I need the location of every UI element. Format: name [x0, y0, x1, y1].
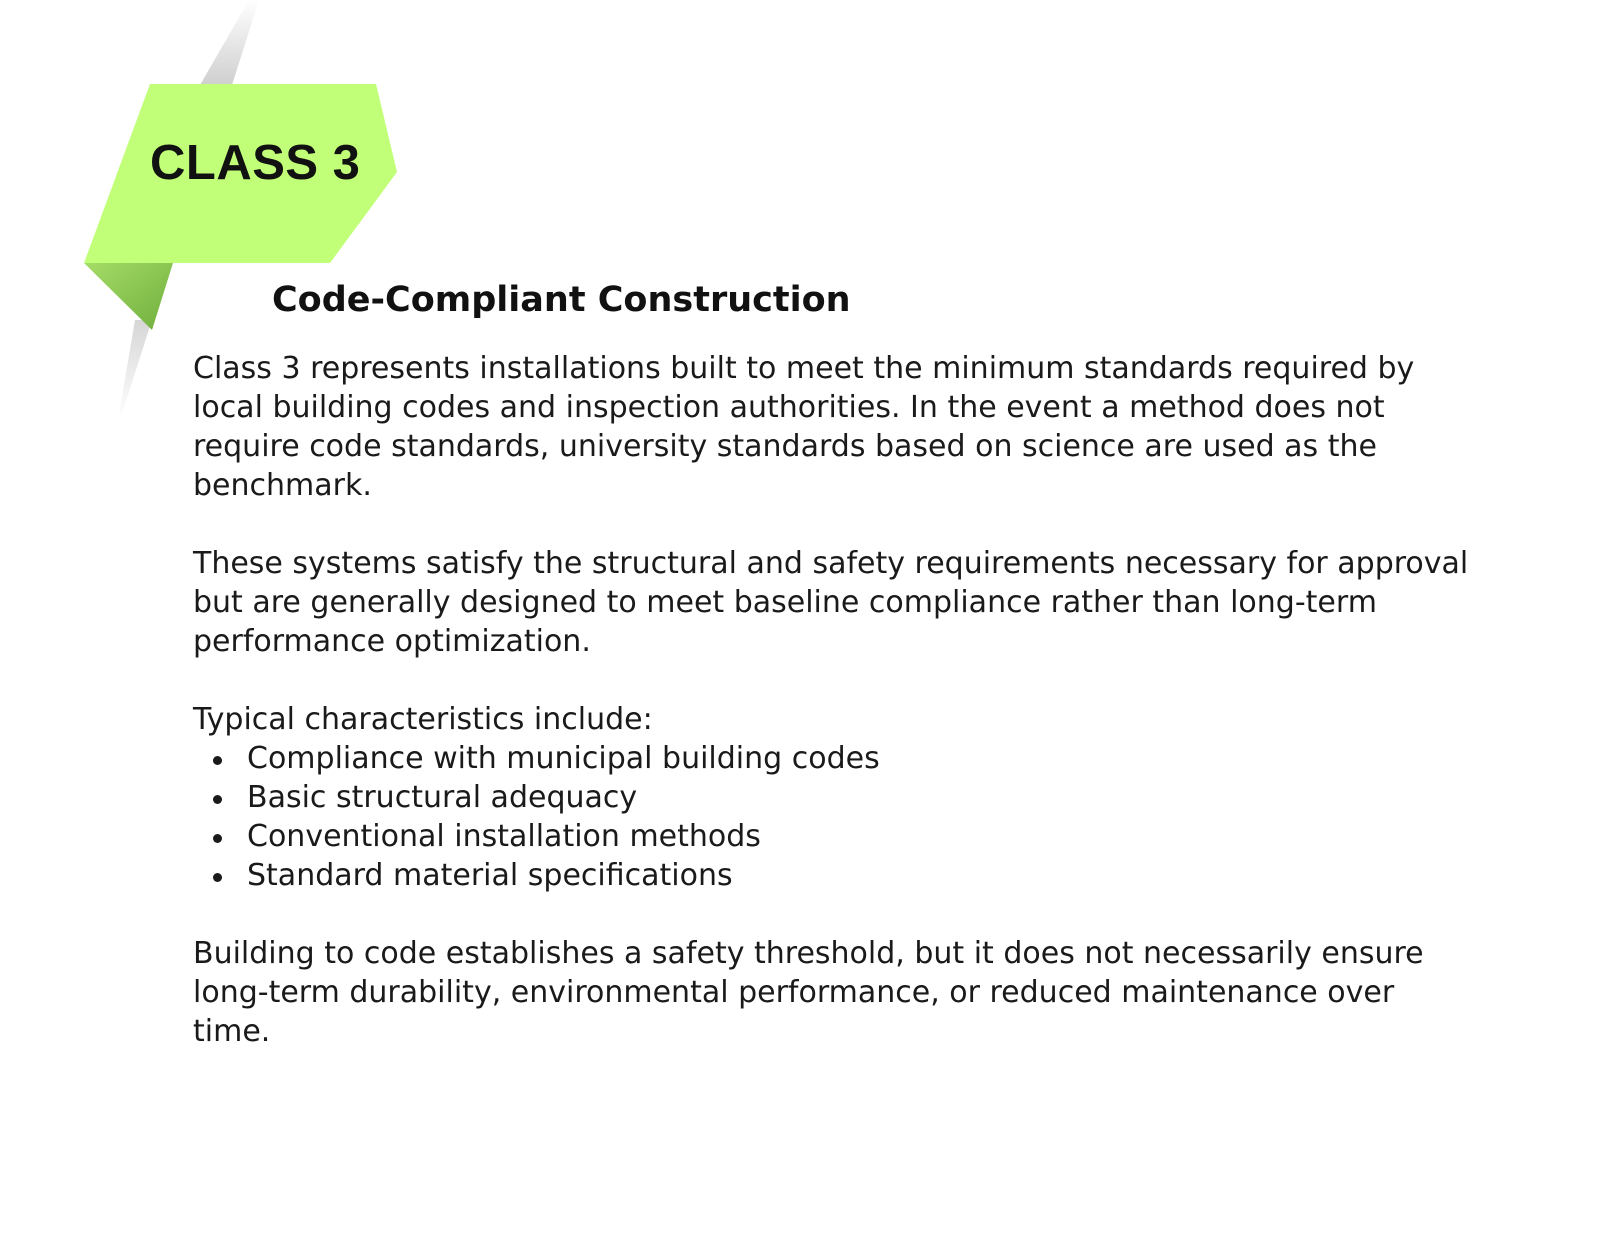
- list-item: Conventional installation methods: [247, 817, 1473, 856]
- spacer: [193, 505, 1473, 544]
- spacer: [193, 661, 1473, 700]
- ribbon-shadow-bottom: [118, 320, 152, 420]
- list-item: Standard material specifications: [247, 856, 1473, 895]
- list-item: Basic structural adequacy: [247, 778, 1473, 817]
- ribbon-fold: [84, 263, 173, 330]
- list-intro: Typical characteristics include:: [193, 702, 653, 737]
- class-badge-label: CLASS 3: [150, 136, 361, 190]
- ribbon-shadow-top: [200, 0, 259, 85]
- conclusion-paragraph: Building to code establishes a safety threshold, but it does not necessarily ensure long-term durability, environmental performance, or reduced maintenance over time.: [193, 936, 1424, 1049]
- list-item: Compliance with municipal building codes: [247, 739, 1473, 778]
- spacer: [193, 895, 1473, 934]
- systems-paragraph: These systems satisfy the structural and safety requirements necessary for approval but are generally designed to meet baseline compliance rather than long-term performance optimization.: [193, 546, 1469, 659]
- section-heading: Code-Compliant Construction: [272, 280, 851, 320]
- characteristics-list: [193, 739, 1473, 895]
- intro-paragraph: Class 3 represents installations built to meet the minimum standards required by local building codes and inspection authorities. In the event a method does not require code standards, university standards based on science are used as the benchmark.: [193, 351, 1415, 503]
- content-body: [193, 349, 1473, 1051]
